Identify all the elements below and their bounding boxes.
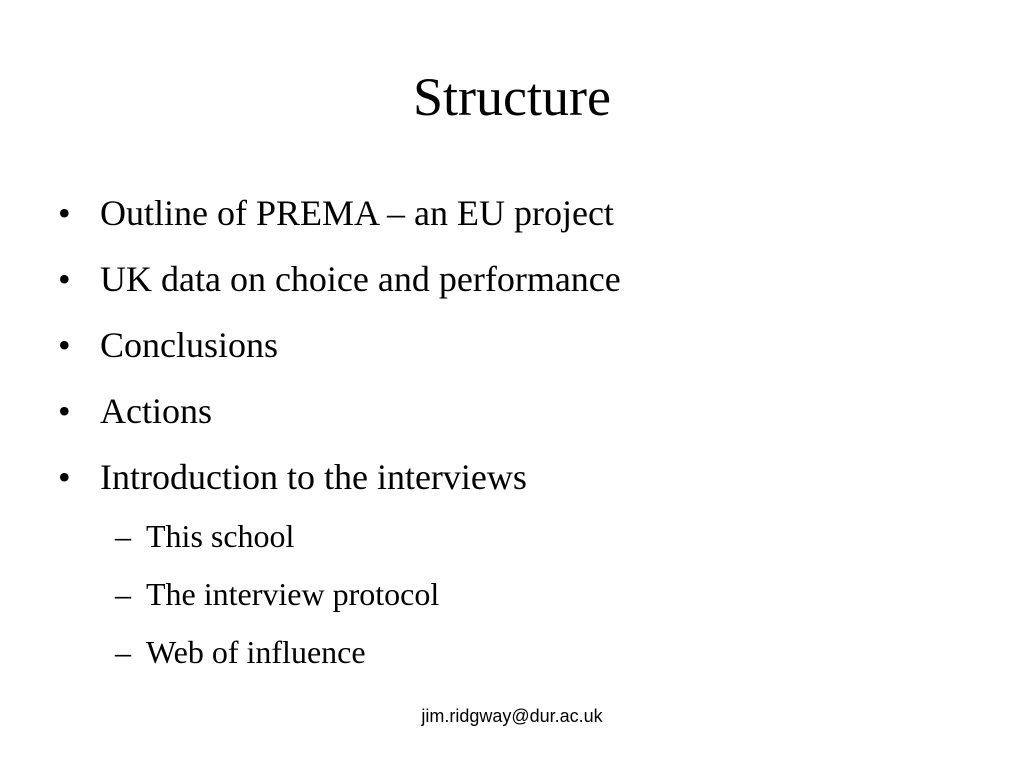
- sub-bullet-marker: –: [115, 576, 131, 612]
- bullet-item: [58, 254, 958, 304]
- bullet-marker: •: [58, 325, 71, 365]
- bullet-item: [58, 188, 958, 238]
- sub-bullet-text: The interview protocol: [146, 576, 440, 612]
- sub-bullet-item: [58, 572, 858, 616]
- sub-bullet-item: [58, 514, 858, 558]
- sub-bullet-marker: –: [115, 518, 131, 554]
- bullet-marker: •: [58, 193, 71, 233]
- bullet-item: [58, 452, 958, 502]
- bullet-item: [58, 386, 958, 436]
- bullet-text: Outline of PREMA – an EU project: [100, 193, 614, 233]
- sub-bullet-marker: –: [115, 634, 131, 670]
- sub-bullet-text: Web of influence: [146, 634, 366, 670]
- bullet-marker: •: [58, 259, 71, 299]
- bullet-text: Conclusions: [100, 325, 279, 365]
- sub-bullet-item: [58, 630, 858, 674]
- bullet-text: Actions: [100, 391, 212, 431]
- bullet-list: [58, 188, 958, 518]
- slide-title: Structure: [413, 67, 611, 127]
- bullet-text: Introduction to the interviews: [100, 457, 527, 497]
- bullet-marker: •: [58, 391, 71, 431]
- footer-email: jim.ridgway@dur.ac.uk: [421, 706, 603, 726]
- bullet-item: [58, 320, 958, 370]
- bullet-text: UK data on choice and performance: [100, 259, 621, 299]
- sub-bullet-text: This school: [146, 518, 295, 554]
- sub-bullet-list: [58, 514, 858, 688]
- bullet-marker: •: [58, 457, 71, 497]
